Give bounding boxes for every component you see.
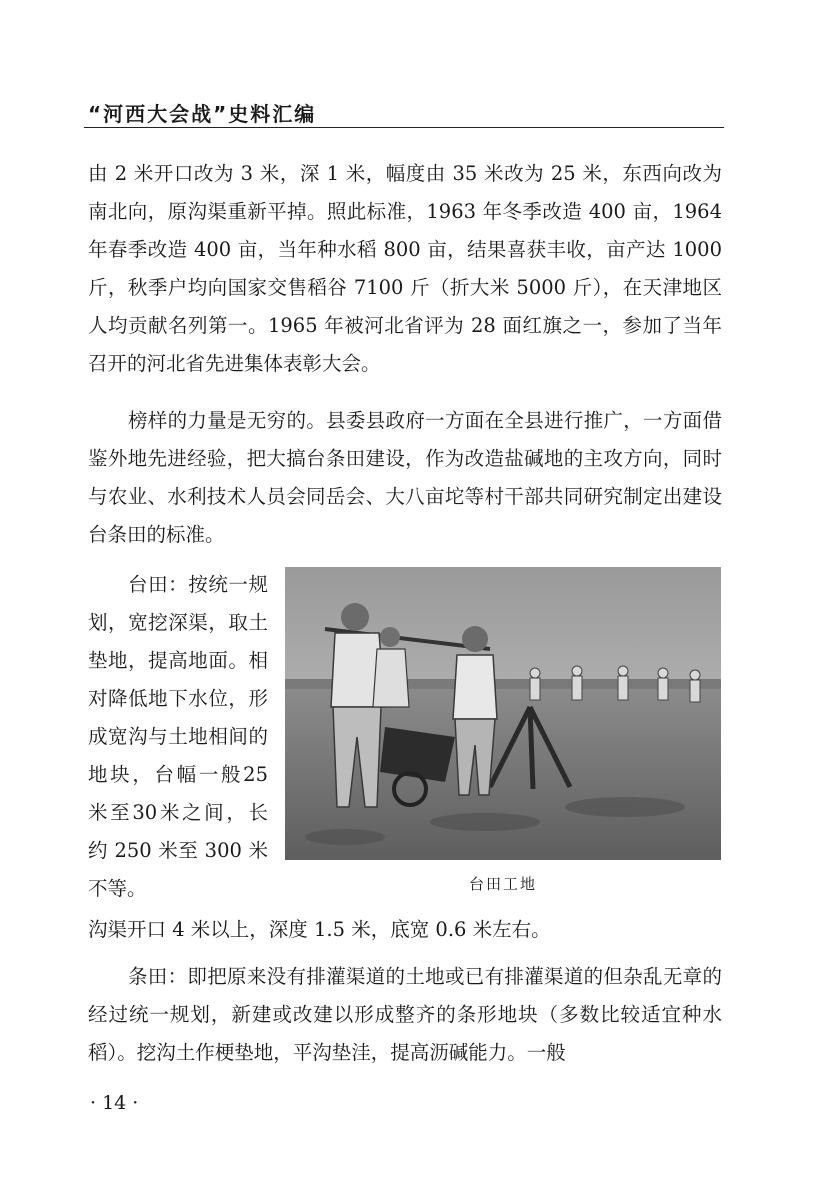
construction-site-photo <box>285 567 721 860</box>
paragraph-3-continuation: 沟渠开口 4 米以上，深度 1.5 米，底宽 0.6 米左右。 <box>88 918 551 941</box>
page-number: · 14 · <box>90 1092 139 1114</box>
header-rule <box>84 127 724 128</box>
paragraph-1: 由 2 米开口改为 3 米，深 1 米，幅度由 35 米改为 25 米，东西向改为南北向，原沟渠重新平掉。照此标准，1963 年冬季改造 400 亩，1964 年春季改造 400 亩，当年种水稻 800 亩，结果喜获丰收，亩产达 1000 斤，秋季户均向国家交售稻谷 7100 斤（折大米 5000 斤），在天津地区人均贡献名列第一。1965 年被河北省评为 28 面红旗之一，参加了当年召开的河北省先进集体表彰大会。 <box>88 162 722 375</box>
running-head: “河西大会战”史料汇编 <box>88 102 317 126</box>
paragraph-4: 条田：即把原来没有排灌渠道的土地或已有排灌渠道的但杂乱无章的经过统一规划，新建或改建以形成整齐的条形地块（多数比较适宜种水稻）。挖沟土作梗垫地，平沟垫洼，提高沥碱能力。一般 <box>88 965 722 1064</box>
paragraph-3-wrapped: 台田：按统一规划，宽挖深渠，取土垫地，提高地面。相对降低地下水位，形成宽沟与土地相间的地块，台幅一般25米至30米之间，长约 250 米至 300 米不等。 <box>88 573 268 900</box>
photo-caption: 台田工地 <box>468 875 537 893</box>
paragraph-2: 榜样的力量是无穷的。县委县政府一方面在全县进行推广，一方面借鉴外地先进经验，把大搞台条田建设，作为改造盐碱地的主攻方向，同时与农业、水利技术人员会同岳会、大八亩坨等村干部共同研究制定出建设台条田的标准。 <box>88 409 722 546</box>
